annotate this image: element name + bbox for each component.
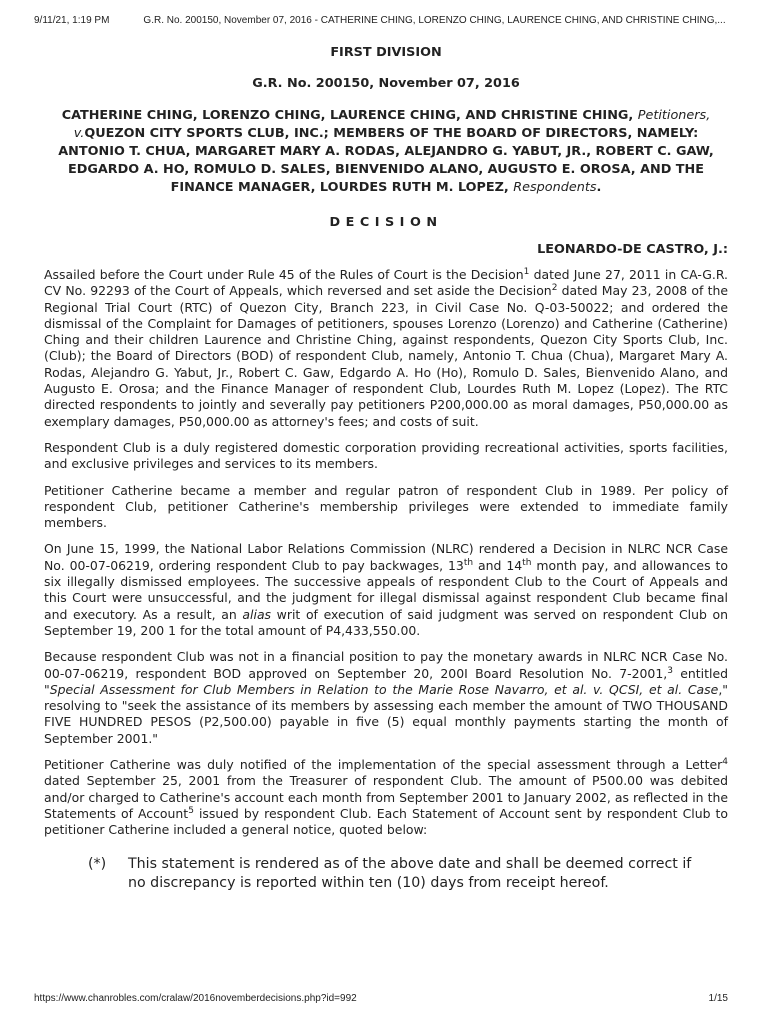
petitioners-names: CATHERINE CHING, LORENZO CHING, LAURENCE CHING, AND CHRISTINE CHING,	[61, 108, 638, 123]
p6-text-b: dated September 25, 2001 from the Treasurer of respondent Club. The amount of P500.00 was debited and/or charged to Catherine's account each month from September 2001 to January 2002, as reflected in the Statements of Account	[44, 773, 728, 821]
print-header	[34, 15, 748, 26]
p5-text-b: entitled "	[44, 665, 729, 697]
p1-text-a: Assailed before the Court under Rule 45 of the Rules of Court is the Decision	[44, 267, 524, 282]
footnote-ref-1[interactable]: 1	[523, 266, 530, 277]
p4-alias-italic: alias	[242, 606, 272, 622]
paragraph-3: Petitioner Catherine became a member and regular patron of respondent Club in 1989. Per policy of respondent Club, petitioner Catherine's membership privileges were extended to immediate family members.	[44, 482, 728, 531]
print-datetime: 9/11/21, 1:19 PM	[34, 15, 110, 26]
paragraph-5	[44, 649, 728, 747]
p1-text-b: dated June 27, 2011 in CA-G.R. CV No. 92293 of the Court of Appeals, which reversed and set aside the Decision	[44, 267, 729, 299]
footnote-ref-2[interactable]: 2	[551, 283, 558, 294]
p5-resolution-title: Special Assessment for Club Members in Relation to the Marie Rose Navarro, et al. v. QCSI, et al. Case	[49, 681, 719, 697]
p6-text-a: Petitioner Catherine was duly notified of the implementation of the special assessment through a Letter	[44, 757, 723, 773]
p1-text-c: dated May 23, 2008 of the Regional Trial Court (RTC) of Quezon City, Branch 223, in Civil Case No. Q-03-50022; and ordered the dismissal of the Complaint for Damages of petitioners, spouses Lorenzo (Lorenzo) and Catherine (Catherine) Ching and their children Laurence and Christine Ching, against respondents, Quezon City Sports Club, Inc. (Club); the Board of Directors (BOD) of respondent Club, namely, Antonio T. Chua (Chua), Margaret Mary A. Rodas, Alejandro G. Yabut, Jr., Robert C. Gaw, Edgardo A. Ho (Ho), Romulo D. Sales, Bienvenido Alano, and Augusto E. Orosa; and the Finance Manager of respondent Club, Lourdes Ruth M. Lopez (Lopez). The RTC directed respondents to jointly and severally pay petitioners P200,000.00 as moral damages, P50,000.00 as exemplary damages, P50,000.00 as attorney's fees; and costs of suit.	[44, 283, 728, 429]
general-notice-quote	[88, 855, 696, 893]
document-body	[44, 44, 728, 893]
footnote-ref-4[interactable]: 4	[722, 756, 728, 767]
case-parties	[44, 107, 728, 197]
paragraph-4	[44, 541, 728, 639]
p4-text-d: writ of execution of said judgment was served on respondent Club on September 19, 200 1 for the total amount of P4,433,550.00.	[44, 606, 729, 638]
parties-period: .	[596, 180, 602, 195]
ponente: LEONARDO-DE CASTRO, J.:	[537, 242, 728, 257]
print-footer	[34, 993, 728, 1004]
petitioners-label: Petitioners	[637, 108, 707, 123]
paragraph-6	[44, 757, 728, 838]
case-number: G.R. No. 200150, November 07, 2016	[252, 76, 520, 91]
paragraph-2: Respondent Club is a duly registered domestic corporation providing recreational activities, sports facilities, and exclusive privileges and services to its members.	[44, 439, 728, 472]
p4-text-b: and 14	[473, 557, 523, 573]
ordinal-sup-13th: th	[463, 557, 474, 568]
p5-text-a: Because respondent Club was not in a financial position to pay the monetary awards in NLRC NCR Case No. 00-07-06219, respondent BOD approved on September 20, 200I Board Resolution No. 7-2001,	[44, 649, 728, 681]
versus-label: , v.	[73, 108, 711, 141]
print-doc-title: G.R. No. 200150, November 07, 2016 - CATHERINE CHING, LORENZO CHING, LAURENCE CHING, AND CHRISTINE CHING,...	[143, 15, 726, 26]
p4-text-c: month pay, and allowances to six illegally dismissed employees. The successive appeals of respondent Club to the Court of Appeals and this Court were unsuccessful, and the judgment for illegal dismissal against respondent Club became final and executory. As a result, an	[44, 557, 728, 622]
respondents-label: Respondents	[513, 180, 597, 195]
p6-text-c: issued by respondent Club. Each Statement of Account sent by respondent Club to petitioner Catherine included a general notice, quoted below:	[44, 805, 729, 838]
respondents-names: QUEZON CITY SPORTS CLUB, INC.; MEMBERS OF THE BOARD OF DIRECTORS, NAMELY: ANTONIO T. CHUA, MARGARET MARY A. RODAS, ALEJANDRO G. YABUT, JR., ROBERT C. GAW, EDGARDO A. HO, ROMULO D. SALES, BIENVENIDO ALANO, AUGUSTO E. OROSA, AND THE FINANCE MANAGER, LOURDES RUTH M. LOPEZ,	[58, 126, 714, 195]
print-url: https://www.chanrobles.com/cralaw/2016novemberdecisions.php?id=992	[34, 993, 357, 1004]
paragraph-1	[44, 267, 728, 430]
notice-text: This statement is rendered as of the above date and shall be deemed correct if no discrepancy is reported within ten (10) days from receipt hereof.	[128, 855, 692, 891]
ordinal-sup-14th: th	[522, 557, 532, 568]
p5-text-c: ," resolving to "seek the assistance of its members by assessing each member the amount of TWO THOUSAND FIVE HUNDRED PESOS (P2,500.00) payable in five (5) equal monthly payments starting the month of September 2001."	[44, 681, 728, 746]
decision-heading: DECISION	[329, 215, 443, 230]
notice-marker: (*)	[88, 855, 107, 872]
division-heading: FIRST DIVISION	[330, 45, 442, 60]
p4-text-a: On June 15, 1999, the National Labor Relations Commission (NLRC) rendered a Decision in NLRC NCR Case No. 00-07-06219, ordering respondent Club to pay backwages, 13	[44, 541, 728, 573]
footnote-ref-5[interactable]: 5	[188, 805, 194, 816]
print-page-number: 1/15	[708, 993, 728, 1004]
footnote-ref-3[interactable]: 3	[667, 665, 673, 676]
